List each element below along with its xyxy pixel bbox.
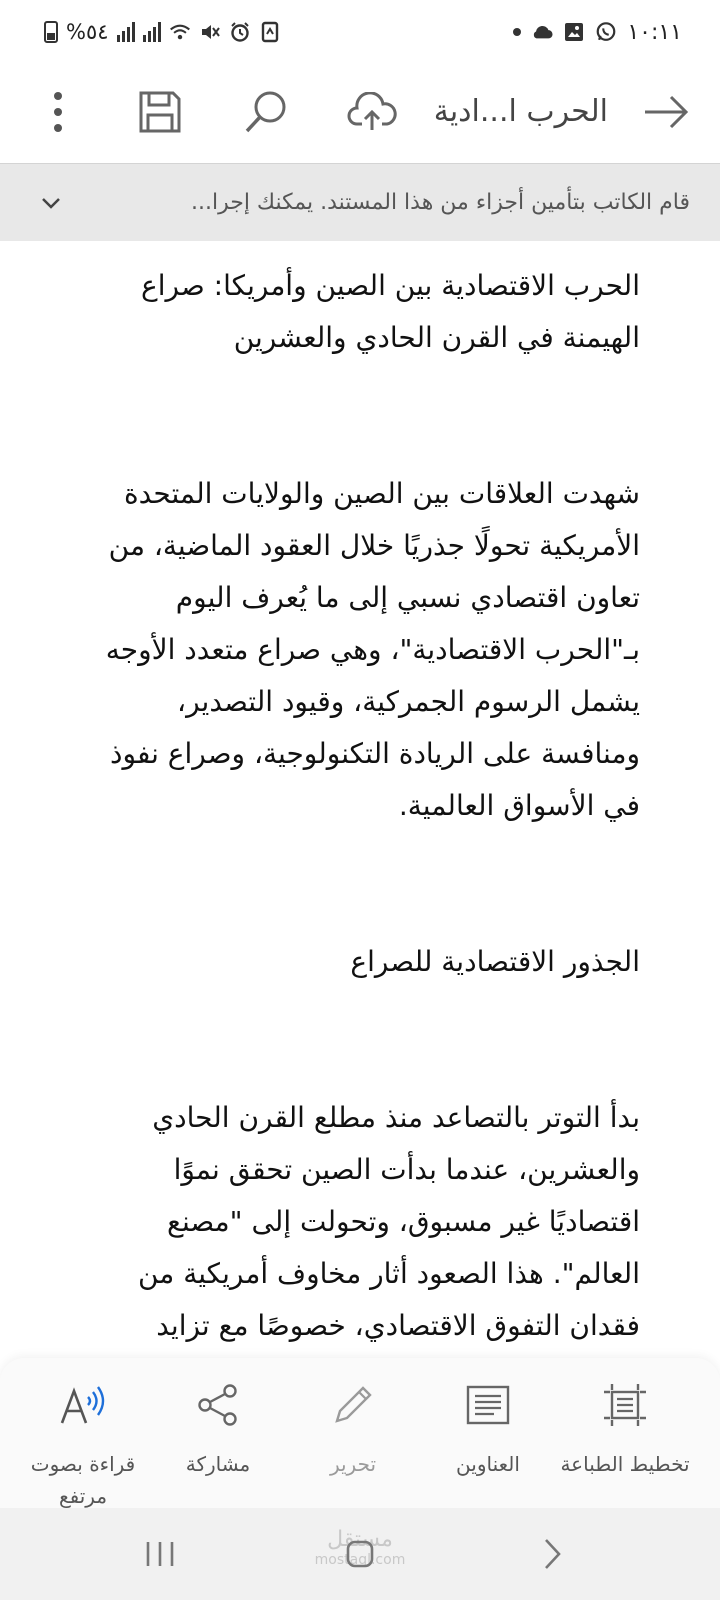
- dot-icon: [513, 28, 521, 36]
- share-label: مشاركة: [185, 1452, 251, 1476]
- search-icon: [243, 89, 289, 135]
- share-icon: [193, 1380, 243, 1430]
- print-layout-label: تخطيط الطباعة: [560, 1452, 690, 1476]
- chevron-down-icon: [36, 188, 66, 218]
- save-button[interactable]: [130, 82, 190, 142]
- whatsapp-icon: [595, 21, 617, 43]
- headings-label: العناوين: [456, 1452, 520, 1476]
- mute-icon: [199, 21, 221, 43]
- expand-banner-button[interactable]: [36, 188, 66, 218]
- status-right-icons: [513, 18, 682, 46]
- signal-icon: [143, 22, 161, 42]
- system-nav-bar: [0, 1508, 720, 1600]
- gallery-icon: [563, 21, 585, 43]
- paragraph: شهدت العلاقات بين الصين والولايات المتحدة الأمريكية تحولًا جذريًا خلال العقود الماضية، من تعاون اقتصادي نسبي إلى ما يُعرف اليوم بـ"الحرب الاقتصادية"، وهي صراع متعدد الأوجه يشمل الرسوم الجمركية، وقيود التصدير، ومنافسة على الريادة التكنولوجية، وصراع نفوذ في الأسواق العالمية.: [105, 477, 640, 822]
- bottom-action-bar: [0, 1358, 720, 1508]
- watermark-text: مستقل: [327, 1527, 393, 1552]
- section-heading: الجذور الاقتصادية للصراع: [350, 945, 640, 978]
- print-layout-icon: [600, 1380, 650, 1430]
- pencil-icon: [328, 1380, 378, 1430]
- watermark-subtext: mostaql.com: [314, 1552, 406, 1568]
- empty-line: [80, 988, 640, 1092]
- print-layout-button[interactable]: [560, 1358, 690, 1508]
- wifi-icon: [169, 21, 191, 43]
- more-options-button[interactable]: [28, 82, 88, 142]
- headings-button[interactable]: [423, 1358, 553, 1508]
- cloud-upload-icon: [347, 92, 397, 132]
- back-button[interactable]: [636, 82, 696, 142]
- document-title[interactable]: الحرب ا...ادية: [433, 94, 608, 129]
- read-aloud-label: قراءة بصوت مرتفع: [30, 1452, 136, 1508]
- cloud-upload-button[interactable]: [342, 82, 402, 142]
- alarm-icon: [229, 21, 251, 43]
- data-saver-icon: [259, 21, 281, 43]
- edit-button[interactable]: [288, 1358, 418, 1508]
- clock: ١٠:١١: [627, 19, 682, 45]
- status-left-icons: [44, 18, 281, 46]
- headings-icon: [463, 1380, 513, 1430]
- edit-label: تحرير: [329, 1452, 377, 1476]
- home-button[interactable]: [330, 1526, 390, 1582]
- document-toolbar: [0, 62, 720, 162]
- back-icon: [540, 1537, 564, 1571]
- signal-icon: [117, 22, 135, 42]
- home-icon: [345, 1539, 375, 1569]
- document-body[interactable]: [80, 260, 640, 1352]
- paragraph: بدأ التوتر بالتصاعد منذ مطلع القرن الحادي والعشرين، عندما بدأت الصين تحقق نموًا اقتصاديًا غير مسبوق، وتحولت إلى "مصنع العالم". هذا الصعود أثار مخاوف أمريكية من فقدان التفوق الاقتصادي، خصوصًا مع تزايد: [137, 1101, 640, 1342]
- search-button[interactable]: [236, 82, 296, 142]
- document-heading: الحرب الاقتصادية بين الصين وأمريكا: صراع الهيمنة في القرن الحادي والعشرين: [141, 269, 640, 354]
- protection-message: قام الكاتب بتأمين أجزاء من هذا المستند. يمكنك إجرا...: [190, 190, 690, 215]
- more-options-icon: [51, 90, 65, 134]
- save-icon: [138, 90, 182, 134]
- back-arrow-icon: [643, 94, 689, 130]
- read-aloud-button[interactable]: [18, 1358, 148, 1508]
- empty-line: [80, 364, 640, 468]
- share-button[interactable]: [153, 1358, 283, 1508]
- nav-back-button[interactable]: [522, 1526, 582, 1582]
- read-aloud-icon: [58, 1380, 108, 1430]
- battery-icon: [44, 21, 58, 43]
- protection-banner[interactable]: [0, 163, 720, 241]
- recent-apps-button[interactable]: [130, 1526, 190, 1582]
- status-bar: [0, 0, 720, 62]
- battery-percent: %٥٤: [66, 20, 109, 44]
- recent-apps-icon: [144, 1539, 176, 1569]
- cloud-icon: [531, 21, 553, 43]
- empty-line: [80, 832, 640, 936]
